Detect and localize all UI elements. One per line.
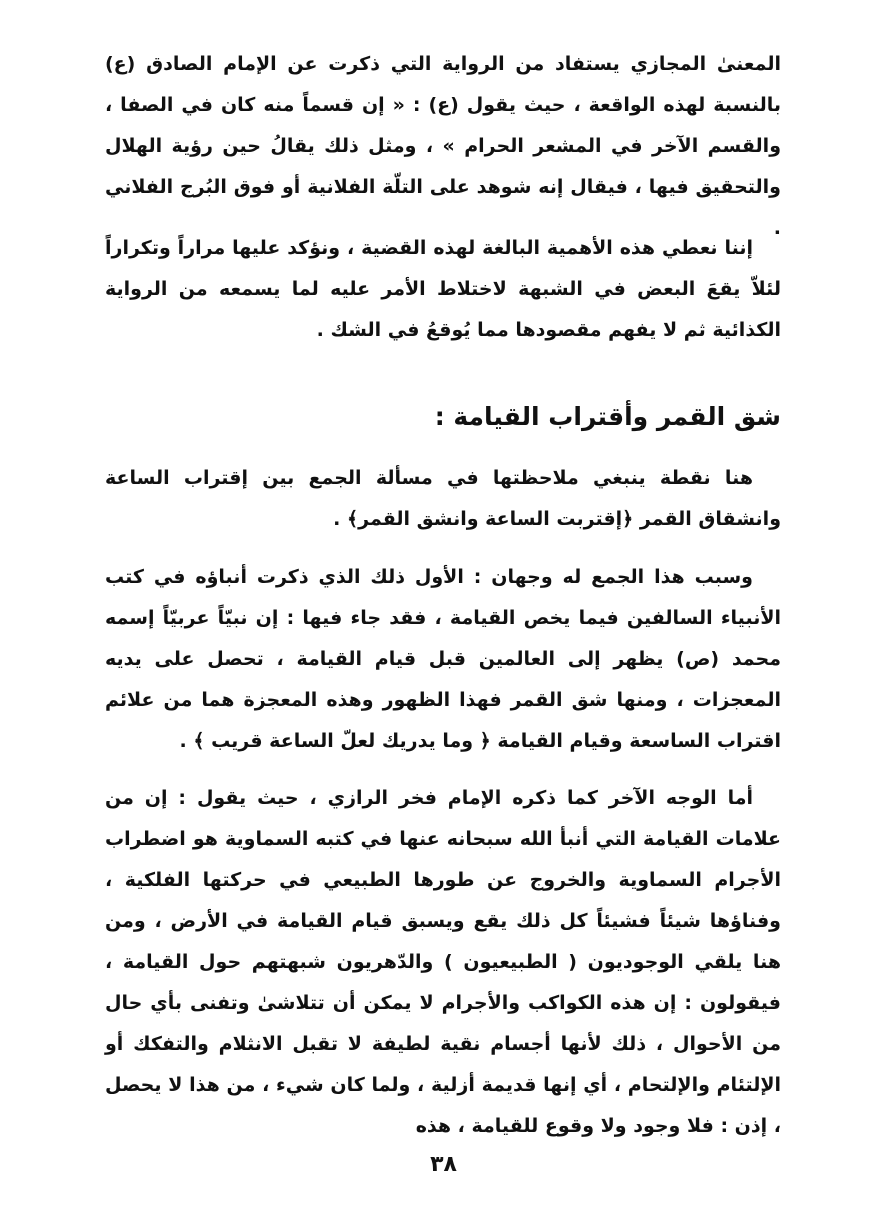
paragraph-4: وسبب هذا الجمع له وجهان : الأول ذلك الذي ذكرت أنباؤه في كتب الأنبياء السالفين فيما يخص القيامة ، فقد جاء فيها : إن نبيّاً عربيّاً إسمه محمد (ص) يظهر إلى العالمين قبل قيام القيامة ، تحصل على يديه المعجزات ، ومنها شق القمر فهذا الظهور وهذه المعجزة هما من علائم اقتراب الساسعة وقيام القيامة ﴿ وما يدريك لعلّ الساعة قريب ﴾ . xyxy=(105,566,781,752)
paragraph-3: هنا نقطة ينبغي ملاحظتها في مسألة الجمع بين إقتراب الساعة وانشقاق القمر ﴿إقتربت الساعة وانشق القمر﴾ . xyxy=(105,467,781,530)
section-heading: شق القمر وأقتراب القيامة : xyxy=(434,402,781,431)
page-number: ٣٨ xyxy=(430,1152,457,1177)
paragraph-1: المعنىٰ المجازي يستفاد من الرواية التي ذكرت عن الإمام الصادق (ع) بالنسبة لهذه الواقعة ، حيث يقول (ع) : « إن قسماً منه كان في الصفا ، والقسم الآخر في المشعر الحرام » ، ومثل ذلك يقالُ حين رؤية الهلال والتحقيق فيها ، فيقال إنه شوهد على التلّة الفلانية أو فوق البُرج الفلاني . xyxy=(105,53,781,239)
paragraph-2: إننا نعطي هذه الأهمية البالغة لهذه القضية ، ونؤكد عليها مراراً وتكراراً لئلاّ يقعَ البعض في الشبهة لاختلاط الأمر عليه لما يسمعه من الرواية الكذائية ثم لا يفهم مقصودها مما يُوقعُ في الشك . xyxy=(105,237,781,341)
paragraph-5: أما الوجه الآخر كما ذكره الإمام فخر الرازي ، حيث يقول : إن من علامات القيامة التي أنبأ الله سبحانه عنها في كتبه السماوية هو اضطراب الأجرام السماوية والخروج عن طورها الطبيعي في حركتها الفلكية ، وفناؤها شيئاً فشيئاً كل ذلك يقع ويسبق قيام القيامة في الأرض ، ومن هنا يلقي الوجوديون ( الطبيعيون ) والدّهريون شبهتهم حول القيامة ، فيقولون : إن هذه الكواكب والأجرام لا يمكن أن تتلاشىٰ وتفنى بأي حال من الأحوال ، ذلك لأنها أجسام نقية لطيفة لا تقبل الانثلام والتفكك أو الإلتئام والإلتحام ، أي إنها قديمة أزلية ، ولما كان شيء ، من هذا لا يحصل ، إذن : فلا وجود ولا وقوع للقيامة ، هذه xyxy=(105,787,781,1137)
